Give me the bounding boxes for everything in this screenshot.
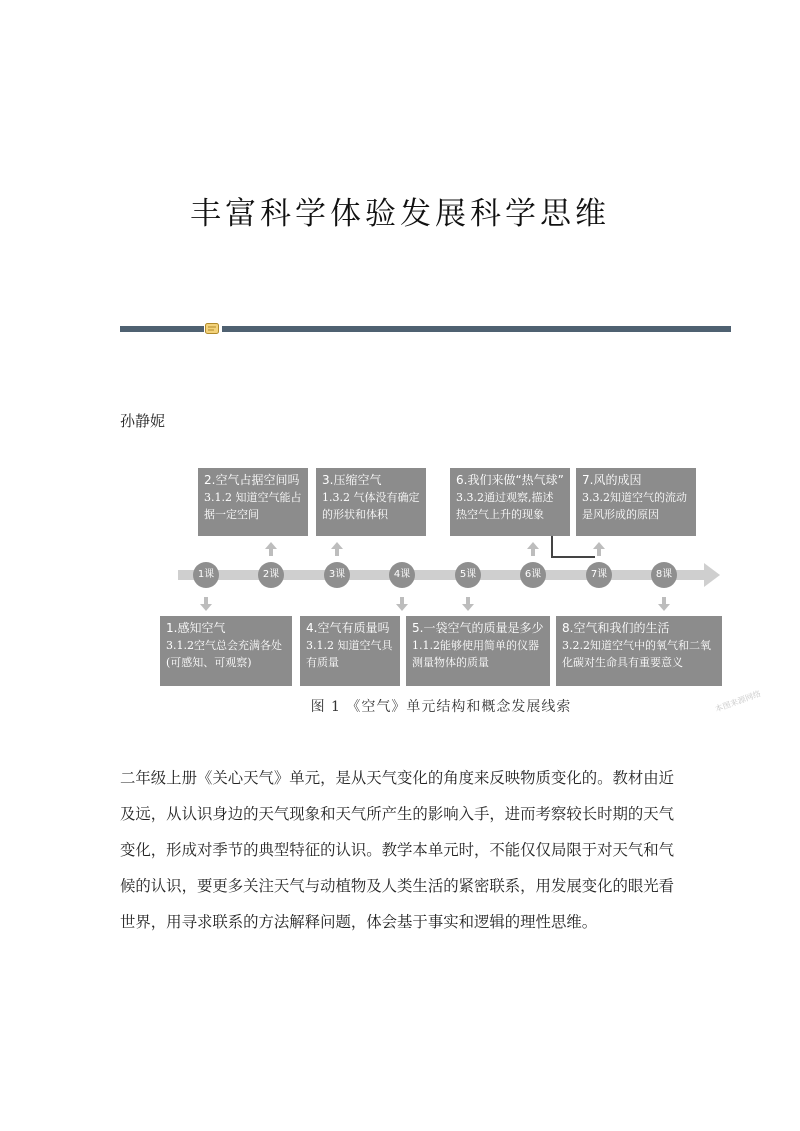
lesson-circle-4: 4课 <box>389 562 415 588</box>
body-paragraph-container <box>120 760 682 940</box>
box-title: 2.空气占据空间吗 <box>204 473 300 487</box>
bottom-box-lesson-1 <box>160 616 292 686</box>
box-body: 3.3.2知道空气的流动是风形成的原因 <box>582 491 687 521</box>
arrow-up-icon <box>333 542 341 556</box>
author-name: 孙静妮 <box>120 412 166 430</box>
box-body: 1.1.2能够使用简单的仪器测量物体的质量 <box>412 639 539 669</box>
arrow-down-icon <box>202 597 210 611</box>
connector-line <box>551 536 595 558</box>
box-body: 3.3.2通过观察,描述热空气上升的现象 <box>456 491 554 521</box>
bottom-box-lesson-8 <box>556 616 722 686</box>
title-rule-right <box>222 326 731 332</box>
pencil-icon <box>205 323 219 334</box>
box-title: 6.我们来做“热气球” <box>456 473 564 487</box>
top-box-lesson-7 <box>576 468 696 536</box>
title-rule-left <box>120 326 204 332</box>
box-body: 3.1.2 知道空气具有质量 <box>306 639 393 669</box>
box-body: 3.1.2空气总会充满各处(可感知、可观察) <box>166 639 282 669</box>
box-body: 3.1.2 知道空气能占据一定空间 <box>204 491 302 521</box>
lesson-circle-8: 8课 <box>651 562 677 588</box>
box-body: 1.3.2 气体没有确定的形状和体积 <box>322 491 420 521</box>
box-title: 1.感知空气 <box>166 621 226 635</box>
top-box-lesson-2 <box>198 468 308 536</box>
lesson-circle-6: 6课 <box>520 562 546 588</box>
bottom-box-lesson-5 <box>406 616 550 686</box>
box-title: 7.风的成因 <box>582 473 642 487</box>
document-title: 丰富科学体验发展科学思维 <box>190 196 610 232</box>
unit-structure-figure <box>158 464 763 722</box>
arrow-up-icon <box>595 542 603 556</box>
box-title: 5.一袋空气的质量是多少 <box>412 621 544 635</box>
body-paragraph: 二年级上册《关心天气》单元，是从天气变化的角度来反映物质变化的。教材由近及远，从认识身边的天气现象和天气所产生的影响入手，进而考察较长时期的天气变化，形成对季节的典型特征的认识。教学本单元时，不能仅仅局限于对天气和气候的认识，要更多关注天气与动植物及人类生活的紧密联系，用发展变化的眼光看世界，用寻求联系的方法解释问题，体会基于事实和逻辑的理性思维。 <box>120 769 675 931</box>
lesson-circle-1: 1课 <box>193 562 219 588</box>
lesson-circle-7: 7课 <box>586 562 612 588</box>
box-title: 4.空气有质量吗 <box>306 621 390 635</box>
top-box-lesson-3 <box>316 468 426 536</box>
lesson-circle-5: 5课 <box>455 562 481 588</box>
arrow-right-icon <box>704 563 720 587</box>
figure-watermark: 本图来源网络 <box>713 689 763 714</box>
arrow-up-icon <box>529 542 537 556</box>
arrow-up-icon <box>267 542 275 556</box>
top-box-lesson-6 <box>450 468 570 536</box>
box-body: 3.2.2知道空气中的氧气和二氧化碳对生命具有重要意义 <box>562 639 711 669</box>
arrow-down-icon <box>464 597 472 611</box>
box-title: 3.压缩空气 <box>322 473 382 487</box>
figure-caption: 图 1 《空气》单元结构和概念发展线索 <box>310 699 572 715</box>
arrow-down-icon <box>398 597 406 611</box>
lesson-circle-3: 3课 <box>324 562 350 588</box>
arrow-down-icon <box>660 597 668 611</box>
lesson-circle-2: 2课 <box>258 562 284 588</box>
box-title: 8.空气和我们的生活 <box>562 621 670 635</box>
bottom-box-lesson-4 <box>300 616 400 686</box>
